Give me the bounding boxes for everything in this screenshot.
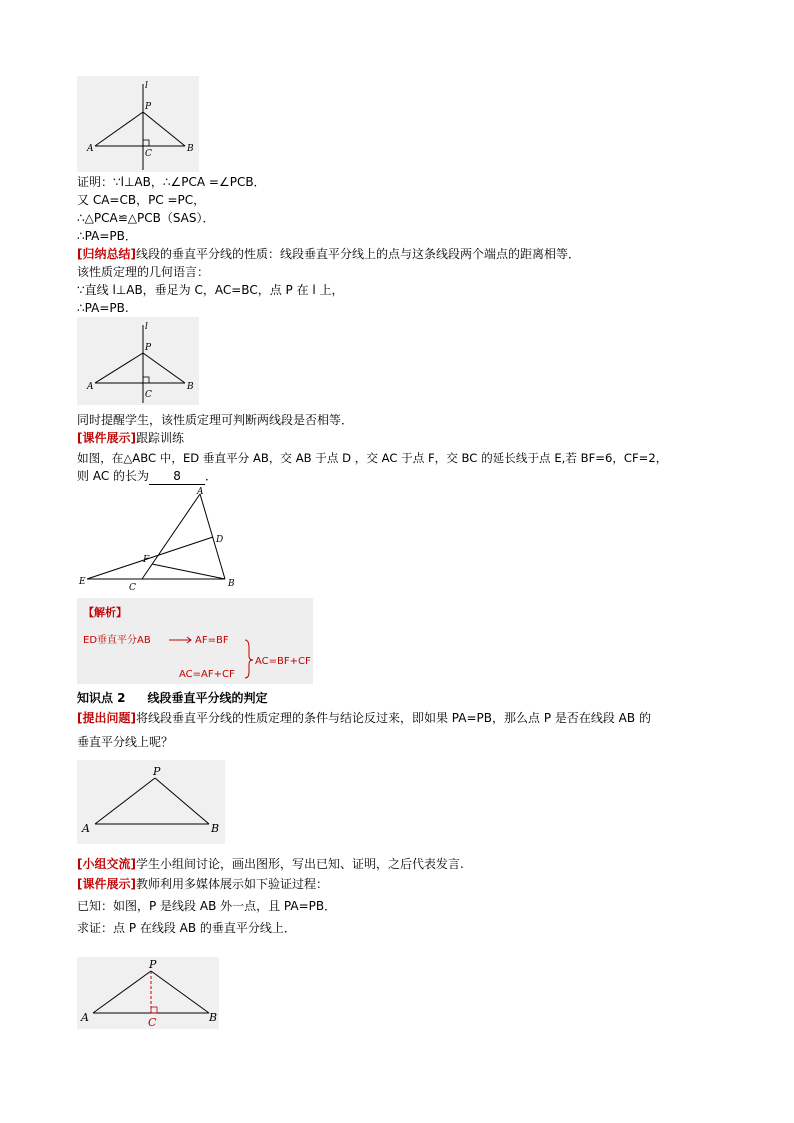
show-text: 教师利用多媒体展示如下验证过程：	[135, 877, 328, 891]
known-line: 已知：如图，P 是线段 AB 外一点，且 PA=PB．	[77, 899, 337, 913]
summary-line	[77, 246, 580, 262]
label-a: A	[82, 822, 90, 835]
label-c: C	[145, 149, 152, 159]
proof-line-1: 证明：∵l⊥AB，∴∠PCA =∠PCB．	[77, 175, 266, 189]
label-p: P	[145, 343, 152, 353]
label-a: A	[87, 144, 94, 154]
answer-blank: 8	[149, 468, 205, 485]
show-line	[77, 876, 328, 892]
label-a: A	[87, 382, 94, 392]
question-prefix: 则 AC 的长为	[77, 469, 150, 483]
figure-triangle-pab	[77, 760, 225, 844]
knowledge-point-2	[77, 690, 268, 706]
group-text: 学生小组间讨论，画出图形，写出已知、证明，之后代表发言.	[135, 857, 464, 871]
practice-header	[77, 430, 184, 446]
prove-line: 求证：点 P 在线段 AB 的垂直平分线上．	[77, 921, 296, 935]
analysis-panel	[77, 598, 313, 684]
analysis-step-4: AC=BF+CF	[255, 656, 311, 667]
label-l: l	[145, 81, 148, 91]
question-tag: [提出问题]	[77, 711, 136, 725]
summary-lang: 该性质定理的几何语言：	[77, 265, 210, 279]
label-a: A	[197, 487, 204, 497]
label-a: A	[81, 1011, 89, 1024]
label-e: E	[79, 577, 86, 587]
label-c: C	[129, 583, 136, 593]
proof-line-4: ∴PA=PB．	[77, 229, 137, 243]
figure-perpendicular-bisector-1	[77, 76, 199, 172]
summary-text: 线段的垂直平分线的性质：线段垂直平分线上的点与这条线段两个端点的距离相等．	[135, 247, 580, 261]
practice-question-1: 如图，在△ABC 中，ED 垂直平分 AB，交 AB 于点 D ，交 AC 于点 F，交 BC 的延长线于点 E,若 BF=6，CF=2，	[77, 451, 668, 465]
label-b: B	[187, 144, 194, 154]
question-text-1: 将线段垂直平分线的性质定理的条件与结论反过来，即如果 PA=PB，那么点 P 是否在线段 AB 的	[135, 711, 651, 725]
summary-cond: ∵直线 l⊥AB，垂足为 C，AC=BC，点 P 在 l 上，	[77, 283, 344, 297]
summary-concl: ∴PA=PB.	[77, 301, 129, 315]
label-d: D	[216, 535, 224, 545]
label-c: C	[145, 390, 152, 400]
label-p: P	[145, 102, 152, 112]
label-p: P	[149, 958, 157, 971]
question-suffix: ．	[205, 469, 218, 483]
remind-text: 同时提醒学生，该性质定理可判断两线段是否相等．	[77, 413, 354, 427]
show-tag: [课件展示]	[77, 877, 136, 891]
proof-line-3: ∴△PCA≌△PCB（SAS）．	[77, 211, 215, 225]
analysis-step-2: AF=BF	[195, 635, 229, 646]
question-line-2: 垂直平分线上呢？	[77, 735, 174, 749]
figure-triangle-abc	[77, 484, 247, 594]
group-line	[77, 856, 464, 872]
figure-perpendicular-bisector-2	[77, 317, 199, 405]
analysis-step-3: AC=AF+CF	[179, 669, 235, 680]
proof-line-2: 又 CA=CB，PC =PC，	[77, 193, 206, 207]
practice-question-2	[77, 468, 217, 485]
summary-tag: [归纳总结]	[77, 247, 136, 261]
label-f: F	[143, 555, 150, 565]
label-b: B	[209, 1011, 218, 1024]
label-c: C	[148, 1016, 157, 1029]
analysis-step-1: ED垂直平分AB	[83, 635, 151, 646]
group-tag: [小组交流]	[77, 857, 136, 871]
practice-tag: [课件展示]	[77, 431, 136, 445]
figure-triangle-pab-with-c	[77, 957, 219, 1029]
kp-label: 知识点 2	[77, 691, 126, 705]
question-line-1	[77, 710, 651, 726]
label-b: B	[187, 382, 194, 392]
label-b: B	[211, 822, 220, 835]
practice-title: 跟踪训练	[135, 431, 184, 445]
kp-title: 线段垂直平分线的判定	[147, 691, 268, 705]
analysis-title: 【解析】	[83, 606, 127, 619]
label-l: l	[145, 322, 148, 332]
label-p: P	[153, 765, 161, 778]
label-b: B	[228, 579, 235, 589]
